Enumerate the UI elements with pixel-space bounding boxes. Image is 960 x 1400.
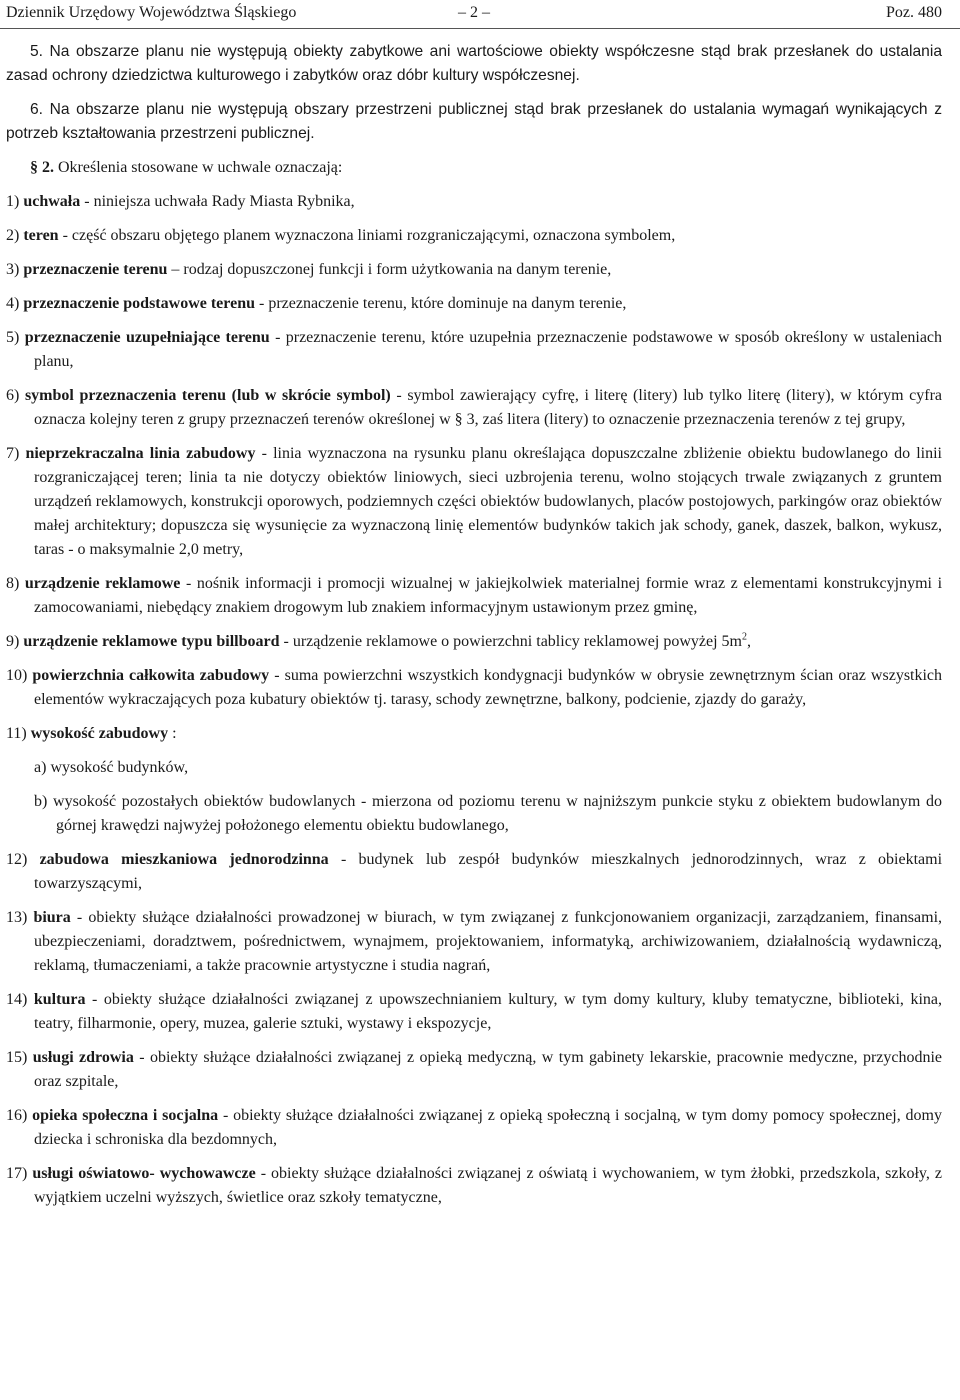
definition-term: opieka społeczna i socjalna — [32, 1107, 219, 1124]
definition-item — [6, 1162, 942, 1210]
definition-item — [6, 664, 942, 712]
definition-term: nieprzekraczalna linia zabudowy — [25, 445, 256, 462]
definition-term: zabudowa mieszkaniowa jednorodzinna — [39, 851, 329, 868]
definition-item — [6, 756, 942, 780]
definition-term: przeznaczenie terenu — [23, 261, 168, 278]
definition-text: - obiekty służące działalności związanej z opieką społeczną i socjalną, w tym domy pomocy społecznej, domy dziecka i schroniska dla bezdomnych, — [34, 1107, 942, 1148]
superscript: 2 — [741, 631, 747, 643]
definition-number: 4) — [6, 295, 20, 312]
definition-term: kultura — [33, 991, 86, 1008]
definition-term: usługi zdrowia — [32, 1049, 134, 1066]
definition-text: - urządzenie reklamowe o powierzchni tablicy reklamowej powyżej 5m — [283, 633, 742, 650]
definition-text: - obiekty służące działalności związanej z oświatą i wychowaniem, w tym żłobki, przedszkola, szkoły, z wyjątkiem uczelni wyższych, świetlice oraz szkoły tematyczne, — [34, 1165, 943, 1206]
definition-text: - linia wyznaczona na rysunku planu określająca dopuszczalne zbliżenie obiektu budowlanego do linii rozgraniczającej teren; linia ta nie dotyczy obiektów liniowych, sieci uzbrojenia terenu, wolno stojących trwale związanych z gruntem urządzeń reklamowych, konstrukcji oporowych, podziemnych części obiektów budowlanych, placów postojowych, parkingów oraz obiektów małej architektury; dopuszcza się wysunięcie za wyznaczoną linię elementów budynków takich jak schody, ganek, daszek, balkon, wykusz, taras - o maksymalnie 2,0 metry, — [34, 445, 942, 558]
definition-item — [6, 630, 942, 654]
definition-term: przeznaczenie uzupełniające terenu — [24, 329, 270, 346]
definition-number: 15) — [6, 1049, 28, 1066]
definition-number: 3) — [6, 261, 20, 278]
definition-number: 12) — [6, 851, 28, 868]
definitions-list — [6, 190, 942, 1210]
definition-term: przeznaczenie podstawowe terenu — [23, 295, 255, 312]
journal-title: Dziennik Urzędowy Województwa Śląskiego — [6, 4, 297, 21]
definition-item — [6, 988, 942, 1036]
definition-term: biura — [33, 909, 71, 926]
definition-text: - niniejsza uchwała Rady Miasta Rybnika, — [84, 193, 355, 210]
definition-item — [6, 292, 942, 316]
definition-text: wysokość budynków, — [50, 759, 189, 776]
definition-term: urządzenie reklamowe — [24, 575, 181, 592]
definition-text: – rodzaj dopuszczonej funkcji i form użytkowania na danym terenie, — [171, 261, 612, 278]
definition-item — [6, 790, 942, 838]
definition-item — [6, 848, 942, 896]
position-number: Poz. 480 — [886, 4, 942, 21]
definition-item — [6, 442, 942, 562]
definition-tail: , — [746, 633, 751, 650]
definition-text: - suma powierzchni wszystkich kondygnacji budynków w obrysie zewnętrznym ścian oraz wszystkich elementów wykraczających poza kubatury obiektów tj. tarasy, schody zewnętrzne, balkony, podcienie, zjazdy do garaży, — [34, 667, 943, 708]
definition-text: - przeznaczenie terenu, które uzupełnia przeznaczenie podstawowe w sposób określony w ustaleniach planu, — [34, 329, 943, 370]
definition-number: 16) — [6, 1107, 28, 1124]
definition-number: 2) — [6, 227, 20, 244]
section-2-lead — [6, 156, 942, 180]
definition-text: wysokość pozostałych obiektów budowlanych - mierzona od poziomu terenu w najniższym punkcie styku z obiektem budowlanym do górnej krawędzi najwyżej położonego elementu obiektu budowlanego, — [53, 793, 943, 834]
definition-number: 9) — [6, 633, 20, 650]
definition-text: - nośnik informacji i promocji wizualnej w jakiejkolwiek materialnej formie wraz z elementami konstrukcyjnymi i zamocowaniami, niebędący znakiem drogowym lub znakiem informacyjnym ustawionym przez gminę, — [34, 575, 943, 616]
paragraph-6: 6. Na obszarze planu nie występują obszary przestrzeni publicznej stąd brak przesłanek do ustalania wymagań wynikających z potrzeb kształtowania przestrzeni publicznej. — [6, 101, 942, 142]
header-divider — [0, 28, 960, 29]
definition-number: 7) — [6, 445, 20, 462]
definition-text: - budynek lub zespół budynków mieszkalnych jednorodzinnych, wraz z obiektami towarzyszącymi, — [34, 851, 943, 892]
definition-number: 8) — [6, 575, 20, 592]
definition-number: a) — [34, 759, 47, 776]
definition-number: 14) — [6, 991, 28, 1008]
definition-number: 6) — [6, 387, 20, 404]
definition-term: urządzenie reklamowe typu billboard — [23, 633, 280, 650]
definition-item — [6, 1104, 942, 1152]
definition-item — [6, 224, 942, 248]
definition-term: teren — [23, 227, 59, 244]
definition-term: powierzchnia całkowita zabudowy — [32, 667, 270, 684]
page-number: – 2 – — [458, 4, 490, 21]
definition-number: 17) — [6, 1165, 28, 1182]
section-lead-text: Określenia stosowane w uchwale oznaczają: — [58, 159, 343, 176]
definition-item — [6, 384, 942, 432]
definition-item — [6, 906, 942, 978]
definition-item — [6, 258, 942, 282]
definition-term: wysokość zabudowy — [30, 725, 169, 742]
definition-number: 11) — [6, 725, 27, 742]
definition-number: 1) — [6, 193, 20, 210]
document-body — [6, 40, 942, 1210]
definition-item — [6, 326, 942, 374]
definition-term: uchwała — [23, 193, 81, 210]
definition-number: 10) — [6, 667, 28, 684]
definition-item — [6, 1046, 942, 1094]
definition-item — [6, 722, 942, 746]
definition-text: - obiekty służące działalności związanej z upowszechnianiem kultury, w tym domy kultury, kluby tematyczne, biblioteki, kina, teatry, filharmonie, opery, muzea, galerie sztuki, wystawy i ekspozycje, — [34, 991, 943, 1032]
definition-text: - część obszaru objętego planem wyznaczona liniami rozgraniczającymi, oznaczona symbolem, — [62, 227, 676, 244]
definition-number: 5) — [6, 329, 20, 346]
definition-text: - przeznaczenie terenu, które dominuje na danym terenie, — [258, 295, 627, 312]
section-marker: § 2. — [30, 159, 54, 176]
definition-text: - symbol zawierający cyfrę, i literę (litery) lub tylko literę (litery), w którym cyfra oznacza kolejny teren z grupy przeznaczeń terenów określonej w § 3, zaś litera (litery) to oznaczenie przeznaczenia terenów z tej grupy, — [34, 387, 943, 428]
definition-text: - obiekty służące działalności prowadzonej w biurach, w tym związanej z funkcjonowaniem organizacji, zarządzaniem, finansami, ubezpieczeniami, doradztwem, pośrednictwem, wynajmem, projektowaniem, informatyką, archiwizowaniem, działalnością wydawniczą, reklamą, tłumaczeniami, a także pracownie artystyczne i studia nagrań, — [34, 909, 943, 974]
definition-text: : — [172, 725, 177, 742]
paragraph-5: 5. Na obszarze planu nie występują obiekty zabytkowe ani wartościowe obiekty współczesne stąd brak przesłanek do ustalania zasad ochrony dziedzictwa kulturowego i zabytków oraz dóbr kultury współczesnej. — [6, 43, 942, 84]
definition-number: 13) — [6, 909, 28, 926]
page-header — [6, 2, 942, 24]
definition-text: - obiekty służące działalności związanej z opieką medyczną, w tym gabinety lekarskie, pracownie medyczne, przychodnie oraz szpitale, — [34, 1049, 943, 1090]
definition-term: usługi oświatowo- wychowawcze — [32, 1165, 256, 1182]
definition-term: symbol przeznaczenia terenu (lub w skrócie symbol) — [24, 387, 391, 404]
definition-number: b) — [34, 793, 48, 810]
definition-item — [6, 572, 942, 620]
definition-item — [6, 190, 942, 214]
